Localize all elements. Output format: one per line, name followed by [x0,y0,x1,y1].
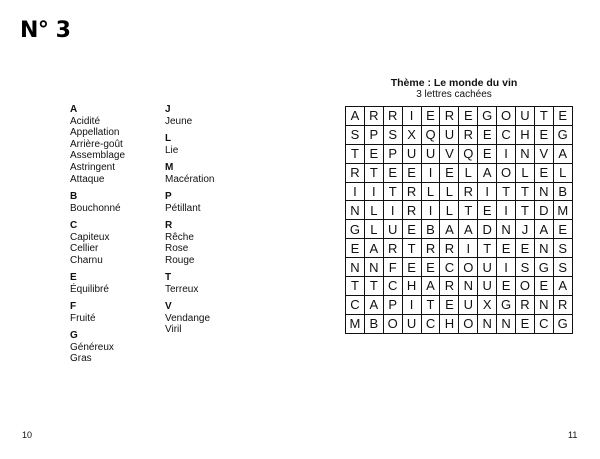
grid-cell[interactable]: O [459,314,478,333]
grid-cell[interactable]: V [534,144,553,163]
word-list-item: Arrière-goût [70,138,123,150]
grid-cell[interactable]: C [421,314,440,333]
grid-cell[interactable]: Q [421,125,440,144]
grid-cell[interactable]: I [497,144,516,163]
grid-cell[interactable]: A [534,220,553,239]
grid-cell[interactable]: E [421,107,440,126]
grid-cell[interactable]: L [440,182,459,201]
word-group [165,133,214,156]
grid-cell[interactable]: F [383,258,402,277]
grid-cell[interactable]: G [534,258,553,277]
word-list-item: Gras [70,353,92,365]
grid-cell[interactable]: L [364,201,383,220]
grid-cell[interactable]: E [553,220,572,239]
word-list-item: Assemblage [70,150,126,162]
grid-cell[interactable]: G [553,125,572,144]
grid-cell[interactable]: O [497,107,516,126]
word-list-item: Astringent [70,161,116,173]
page-number-right: 11 [568,430,578,440]
grid-cell[interactable]: T [459,201,478,220]
grid-cell[interactable]: L [421,182,440,201]
grid-cell[interactable]: N [534,182,553,201]
group-letter: V [165,301,172,313]
grid-cell[interactable]: R [346,163,365,182]
grid-cell[interactable]: N [364,258,383,277]
grid-cell[interactable]: B [364,314,383,333]
grid-cell[interactable]: Q [459,144,478,163]
grid-cell[interactable]: R [459,182,478,201]
grid-cell[interactable]: I [497,258,516,277]
grid-row [346,258,573,277]
word-list-item: Jeune [165,115,193,127]
grid-cell[interactable]: A [364,295,383,314]
grid-row [346,107,573,126]
grid-cell[interactable]: E [534,163,553,182]
word-list-item: Pétillant [165,202,201,214]
puzzle-number: N° 3 [20,18,71,43]
grid-cell[interactable]: R [402,182,421,201]
grid-cell[interactable]: V [440,144,459,163]
word-list-item: Équilibré [70,283,109,295]
grid-cell[interactable]: H [516,125,535,144]
grid-cell[interactable]: P [383,144,402,163]
grid-cell[interactable]: G [497,295,516,314]
grid-cell[interactable]: I [421,163,440,182]
word-list-item: Terreux [165,283,199,295]
grid-cell[interactable]: B [553,182,572,201]
word-list-item: Rêche [165,231,194,243]
grid-cell[interactable]: T [402,239,421,258]
grid-cell[interactable]: P [383,295,402,314]
word-group [70,104,125,185]
word-list-item: Cellier [70,243,99,255]
grid-cell[interactable]: I [497,201,516,220]
grid-cell[interactable]: E [364,144,383,163]
grid-cell[interactable]: I [346,182,365,201]
grid-row [346,163,573,182]
puzzle-theme-title: Thème : Le monde du vin [390,77,518,89]
grid-cell[interactable]: J [516,220,535,239]
grid-cell[interactable]: N [497,314,516,333]
group-letter: C [70,219,78,231]
grid-cell[interactable]: I [478,182,497,201]
group-letter: M [165,161,174,173]
grid-cell[interactable]: R [440,107,459,126]
word-list-item: Macération [165,173,215,185]
grid-cell[interactable]: R [421,239,440,258]
page-number-left: 10 [22,430,33,440]
grid-cell[interactable]: I [459,239,478,258]
word-list-item: Vendange [165,312,211,324]
grid-cell[interactable]: C [497,125,516,144]
grid-cell[interactable]: U [402,314,421,333]
grid-cell[interactable]: U [516,107,535,126]
word-list-left-column [70,104,125,371]
grid-cell[interactable]: M [553,201,572,220]
grid-cell[interactable]: U [421,144,440,163]
word-list-item: Bouchonné [70,202,121,214]
grid-cell[interactable]: I [364,182,383,201]
word-group [70,301,125,324]
grid-row [346,295,573,314]
grid-cell[interactable]: U [478,277,497,296]
group-letter: B [70,190,78,202]
grid-cell[interactable]: E [421,258,440,277]
grid-cell[interactable]: N [346,258,365,277]
grid-cell[interactable]: E [534,125,553,144]
grid-cell[interactable]: S [383,125,402,144]
grid-cell[interactable]: T [364,163,383,182]
word-group [165,220,214,266]
grid-cell[interactable]: N [346,201,365,220]
grid-cell[interactable]: L [516,163,535,182]
word-list-item: Charnu [70,254,103,266]
grid-cell[interactable]: L [440,201,459,220]
word-list-item: Attaque [70,173,105,185]
word-list-item: Rouge [165,254,195,266]
grid-cell[interactable]: D [534,201,553,220]
grid-row [346,277,573,296]
grid-cell[interactable]: R [383,107,402,126]
word-list-item: Rose [165,243,189,255]
grid-cell[interactable]: C [383,277,402,296]
group-letter: L [165,132,172,144]
grid-cell[interactable]: O [497,163,516,182]
group-letter: G [70,330,78,342]
grid-cell[interactable]: G [346,220,365,239]
word-group [70,272,125,295]
grid-cell[interactable]: X [402,125,421,144]
grid-cell[interactable]: T [516,182,535,201]
grid-cell[interactable]: A [478,163,497,182]
grid-cell[interactable]: R [402,201,421,220]
grid-cell[interactable]: R [459,125,478,144]
grid-cell[interactable]: I [383,201,402,220]
word-list-item: Capiteux [70,231,110,243]
grid-row [346,239,573,258]
group-letter: P [165,190,172,202]
word-search-grid[interactable] [345,106,573,334]
grid-cell[interactable]: R [440,277,459,296]
word-list-item: Acidité [70,115,101,127]
word-list-item: Généreux [70,341,114,353]
grid-row [346,182,573,201]
grid-cell[interactable]: E [516,239,535,258]
grid-cell[interactable]: B [421,220,440,239]
grid-cell[interactable]: C [534,314,553,333]
grid-cell[interactable]: O [459,258,478,277]
grid-cell[interactable]: H [440,314,459,333]
word-group [165,104,214,127]
word-group [70,191,125,214]
grid-cell[interactable]: U [440,125,459,144]
word-group [165,301,214,336]
grid-cell[interactable]: E [478,144,497,163]
grid-cell[interactable]: T [478,239,497,258]
grid-row [346,125,573,144]
grid-cell[interactable]: A [459,220,478,239]
grid-cell[interactable]: E [440,163,459,182]
grid-cell[interactable]: O [516,277,535,296]
group-letter: T [165,272,172,284]
grid-cell[interactable]: E [497,277,516,296]
grid-cell[interactable]: R [553,295,572,314]
word-list-item: Fruité [70,312,96,324]
grid-cell[interactable]: R [440,239,459,258]
grid-cell[interactable]: E [478,125,497,144]
grid-cell[interactable]: N [459,277,478,296]
grid-cell[interactable]: E [346,239,365,258]
grid-cell[interactable]: C [346,295,365,314]
group-letter: F [70,301,77,313]
grid-cell[interactable]: S [346,125,365,144]
grid-cell[interactable]: L [364,220,383,239]
grid-cell[interactable]: T [534,107,553,126]
grid-cell[interactable]: I [402,295,421,314]
grid-row [346,144,573,163]
grid-cell[interactable]: U [478,258,497,277]
group-letter: J [165,104,171,115]
grid-cell[interactable]: E [402,258,421,277]
grid-cell[interactable]: X [478,295,497,314]
grid-cell[interactable]: N [516,144,535,163]
grid-row [346,201,573,220]
grid-cell[interactable]: A [440,220,459,239]
grid-cell[interactable]: T [516,201,535,220]
grid-cell[interactable]: M [346,314,365,333]
grid-cell[interactable]: S [516,258,535,277]
word-group [165,191,214,214]
word-group [70,330,125,365]
grid-cell[interactable]: E [478,201,497,220]
grid-cell[interactable]: L [553,163,572,182]
grid-cell[interactable]: A [364,239,383,258]
grid-cell[interactable]: E [534,277,553,296]
hidden-letters-hint: 3 lettres cachées [416,89,492,100]
grid-cell[interactable]: N [478,314,497,333]
grid-cell[interactable]: E [459,107,478,126]
group-letter: A [70,104,78,115]
grid-cell[interactable]: H [402,277,421,296]
grid-cell[interactable]: E [440,295,459,314]
grid-cell[interactable]: U [383,220,402,239]
grid-row [346,220,573,239]
grid-cell[interactable]: N [534,239,553,258]
grid-cell[interactable]: C [440,258,459,277]
grid-cell[interactable]: E [383,163,402,182]
group-letter: E [70,272,77,284]
grid-cell[interactable]: E [516,314,535,333]
word-list-item: Lie [165,144,179,156]
grid-cell[interactable]: G [553,314,572,333]
grid-cell[interactable]: R [364,107,383,126]
grid-cell[interactable]: S [553,239,572,258]
grid-cell[interactable]: D [478,220,497,239]
grid-row [346,314,573,333]
group-letter: R [165,219,173,231]
word-group [165,272,214,295]
grid-cell[interactable]: G [478,107,497,126]
grid-cell[interactable]: L [459,163,478,182]
grid-cell[interactable]: T [346,277,365,296]
grid-cell[interactable]: T [421,295,440,314]
grid-cell[interactable]: N [534,295,553,314]
grid-cell[interactable]: S [553,258,572,277]
grid-cell[interactable]: U [402,144,421,163]
grid-cell[interactable]: E [553,107,572,126]
grid-cell[interactable]: E [497,239,516,258]
grid-cell[interactable]: R [516,295,535,314]
grid-cell[interactable]: A [553,144,572,163]
grid-cell[interactable]: I [402,107,421,126]
grid-cell[interactable]: A [553,277,572,296]
grid-cell[interactable]: P [364,125,383,144]
word-list-right-column [165,104,214,342]
grid-cell[interactable]: E [402,163,421,182]
grid-cell[interactable]: T [497,182,516,201]
grid-cell[interactable]: U [459,295,478,314]
grid-cell[interactable]: A [346,107,365,126]
grid-cell[interactable]: A [421,277,440,296]
word-list-item: Viril [165,324,182,336]
grid-cell[interactable]: N [497,220,516,239]
grid-cell[interactable]: O [383,314,402,333]
word-group [70,220,125,266]
grid-cell[interactable]: T [364,277,383,296]
grid-cell[interactable]: I [421,201,440,220]
word-group [165,162,214,185]
grid-cell[interactable]: T [346,144,365,163]
grid-cell[interactable]: E [402,220,421,239]
word-list-item: Appellation [70,127,120,139]
grid-cell[interactable]: T [383,182,402,201]
grid-cell[interactable]: R [383,239,402,258]
